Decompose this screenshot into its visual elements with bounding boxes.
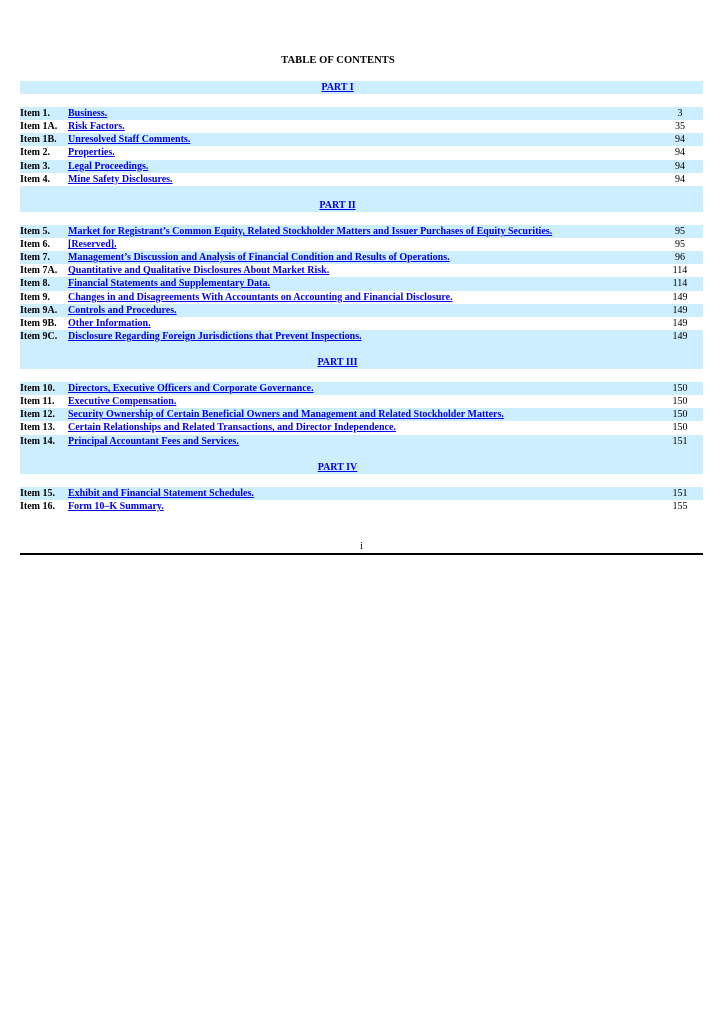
page-ref: 149 bbox=[672, 330, 688, 342]
spacer-row bbox=[20, 212, 703, 225]
item-title-link[interactable]: Directors, Executive Officers and Corporate Governance. bbox=[68, 383, 314, 395]
item-number: Item 10. bbox=[20, 383, 55, 395]
toc-row bbox=[20, 133, 703, 146]
part-header-row bbox=[20, 199, 703, 212]
item-number: Item 7A. bbox=[20, 265, 58, 277]
item-title-link[interactable]: Other Information. bbox=[68, 317, 151, 329]
page-ref: 114 bbox=[672, 278, 688, 290]
item-number: Item 9C. bbox=[20, 330, 58, 342]
toc-row bbox=[20, 146, 703, 159]
item-title-link[interactable]: Legal Proceedings. bbox=[68, 160, 149, 172]
toc-row bbox=[20, 277, 703, 290]
page-ref: 95 bbox=[675, 226, 685, 238]
item-title-link[interactable]: Market for Registrant’s Common Equity, Related Stockholder Matters and Issuer Purchases of Equity Securities. bbox=[68, 226, 553, 238]
page-ref: 151 bbox=[672, 487, 688, 499]
page-ref: 150 bbox=[672, 409, 688, 421]
part-header-row bbox=[20, 461, 703, 474]
part-link[interactable]: PART II bbox=[319, 199, 356, 211]
toc-row bbox=[20, 120, 703, 133]
page-number: i bbox=[360, 541, 363, 552]
part-header-row bbox=[20, 356, 703, 369]
toc-row bbox=[20, 107, 703, 120]
toc-row bbox=[20, 160, 703, 173]
footer-rule bbox=[20, 553, 703, 555]
item-title-link[interactable]: Financial Statements and Supplementary Data. bbox=[68, 278, 270, 290]
page-ref: 150 bbox=[672, 383, 688, 395]
spacer-row bbox=[20, 343, 703, 356]
toc-row bbox=[20, 238, 703, 251]
page-ref: 150 bbox=[672, 396, 688, 408]
item-number: Item 3. bbox=[20, 160, 50, 172]
page-ref: 94 bbox=[675, 147, 685, 159]
toc-row bbox=[20, 395, 703, 408]
page-ref: 94 bbox=[675, 173, 685, 185]
page-ref: 150 bbox=[672, 422, 688, 434]
toc-row bbox=[20, 225, 703, 238]
page-ref: 3 bbox=[677, 108, 683, 120]
item-number: Item 9A. bbox=[20, 304, 58, 316]
page-ref: 155 bbox=[672, 501, 688, 512]
item-title-link[interactable]: Mine Safety Disclosures. bbox=[68, 173, 173, 185]
page-ref: 94 bbox=[675, 134, 685, 146]
item-title-link[interactable]: Quantitative and Qualitative Disclosures About Market Risk. bbox=[68, 265, 330, 277]
spacer-row bbox=[20, 369, 703, 382]
toc-row bbox=[20, 291, 703, 304]
toc-row bbox=[20, 435, 703, 448]
item-number: Item 13. bbox=[20, 422, 55, 434]
toc-row bbox=[20, 408, 703, 421]
toc-row bbox=[20, 317, 703, 330]
item-number: Item 12. bbox=[20, 409, 55, 421]
item-number: Item 6. bbox=[20, 239, 50, 251]
item-number: Item 15. bbox=[20, 487, 55, 499]
spacer-row bbox=[20, 186, 703, 199]
toc-row bbox=[20, 173, 703, 186]
page-ref: 95 bbox=[675, 239, 685, 251]
item-number: Item 11. bbox=[20, 396, 55, 408]
item-number: Item 9B. bbox=[20, 317, 57, 329]
part-link[interactable]: PART III bbox=[317, 356, 358, 368]
item-number: Item 1B. bbox=[20, 134, 57, 146]
item-title-link[interactable]: Principal Accountant Fees and Services. bbox=[68, 435, 239, 447]
page-ref: 35 bbox=[675, 121, 685, 133]
page-ref: 94 bbox=[675, 160, 685, 172]
spacer-row bbox=[20, 448, 703, 461]
item-number: Item 2. bbox=[20, 147, 50, 159]
toc-row bbox=[20, 487, 703, 500]
item-title-link[interactable]: Disclosure Regarding Foreign Jurisdictions that Prevent Inspections. bbox=[68, 330, 362, 342]
item-number: Item 8. bbox=[20, 278, 50, 290]
page-ref: 149 bbox=[672, 291, 688, 303]
item-number: Item 1. bbox=[20, 108, 50, 120]
item-title-link[interactable]: Controls and Procedures. bbox=[68, 304, 177, 316]
item-title-link[interactable]: Changes in and Disagreements With Accountants on Accounting and Financial Disclosure. bbox=[68, 291, 453, 303]
item-number: Item 14. bbox=[20, 435, 55, 447]
toc-row bbox=[20, 330, 703, 343]
item-number: Item 16. bbox=[20, 501, 55, 512]
spacer-row bbox=[20, 94, 703, 107]
part-header-row bbox=[20, 81, 703, 94]
spacer-row bbox=[20, 474, 703, 487]
toc-row bbox=[20, 382, 703, 395]
item-title-link[interactable]: Unresolved Staff Comments. bbox=[68, 134, 191, 146]
item-title-link[interactable]: Properties. bbox=[68, 147, 115, 159]
item-title-link[interactable]: Executive Compensation. bbox=[68, 396, 177, 408]
page-ref: 114 bbox=[672, 265, 688, 277]
item-title-link[interactable]: [Reserved]. bbox=[68, 239, 117, 251]
part-link[interactable]: PART I bbox=[321, 82, 354, 93]
item-number: Item 1A. bbox=[20, 121, 58, 133]
item-number: Item 4. bbox=[20, 173, 50, 185]
item-title-link[interactable]: Risk Factors. bbox=[68, 121, 125, 133]
item-title-link[interactable]: Management’s Discussion and Analysis of Financial Condition and Results of Operations. bbox=[68, 252, 450, 264]
page-ref: 149 bbox=[672, 317, 688, 329]
toc-table bbox=[20, 81, 703, 513]
item-title-link[interactable]: Form 10–K Summary. bbox=[68, 501, 164, 512]
toc-row bbox=[20, 251, 703, 264]
page-ref: 151 bbox=[672, 435, 688, 447]
item-title-link[interactable]: Business. bbox=[68, 108, 108, 120]
toc-row bbox=[20, 304, 703, 317]
item-title-link[interactable]: Security Ownership of Certain Beneficial Owners and Management and Related Stockholder Matters. bbox=[68, 409, 504, 421]
page-ref: 149 bbox=[672, 304, 688, 316]
toc-title: TABLE OF CONTENTS bbox=[281, 55, 395, 66]
item-title-link[interactable]: Certain Relationships and Related Transactions, and Director Independence. bbox=[68, 422, 396, 434]
item-number: Item 5. bbox=[20, 226, 50, 238]
toc-row bbox=[20, 264, 703, 277]
toc-row bbox=[20, 500, 703, 513]
part-link[interactable]: PART IV bbox=[317, 461, 358, 473]
item-number: Item 7. bbox=[20, 252, 50, 264]
page-ref: 96 bbox=[675, 252, 685, 264]
toc-row bbox=[20, 421, 703, 434]
item-title-link[interactable]: Exhibit and Financial Statement Schedules. bbox=[68, 487, 254, 499]
item-number: Item 9. bbox=[20, 291, 50, 303]
